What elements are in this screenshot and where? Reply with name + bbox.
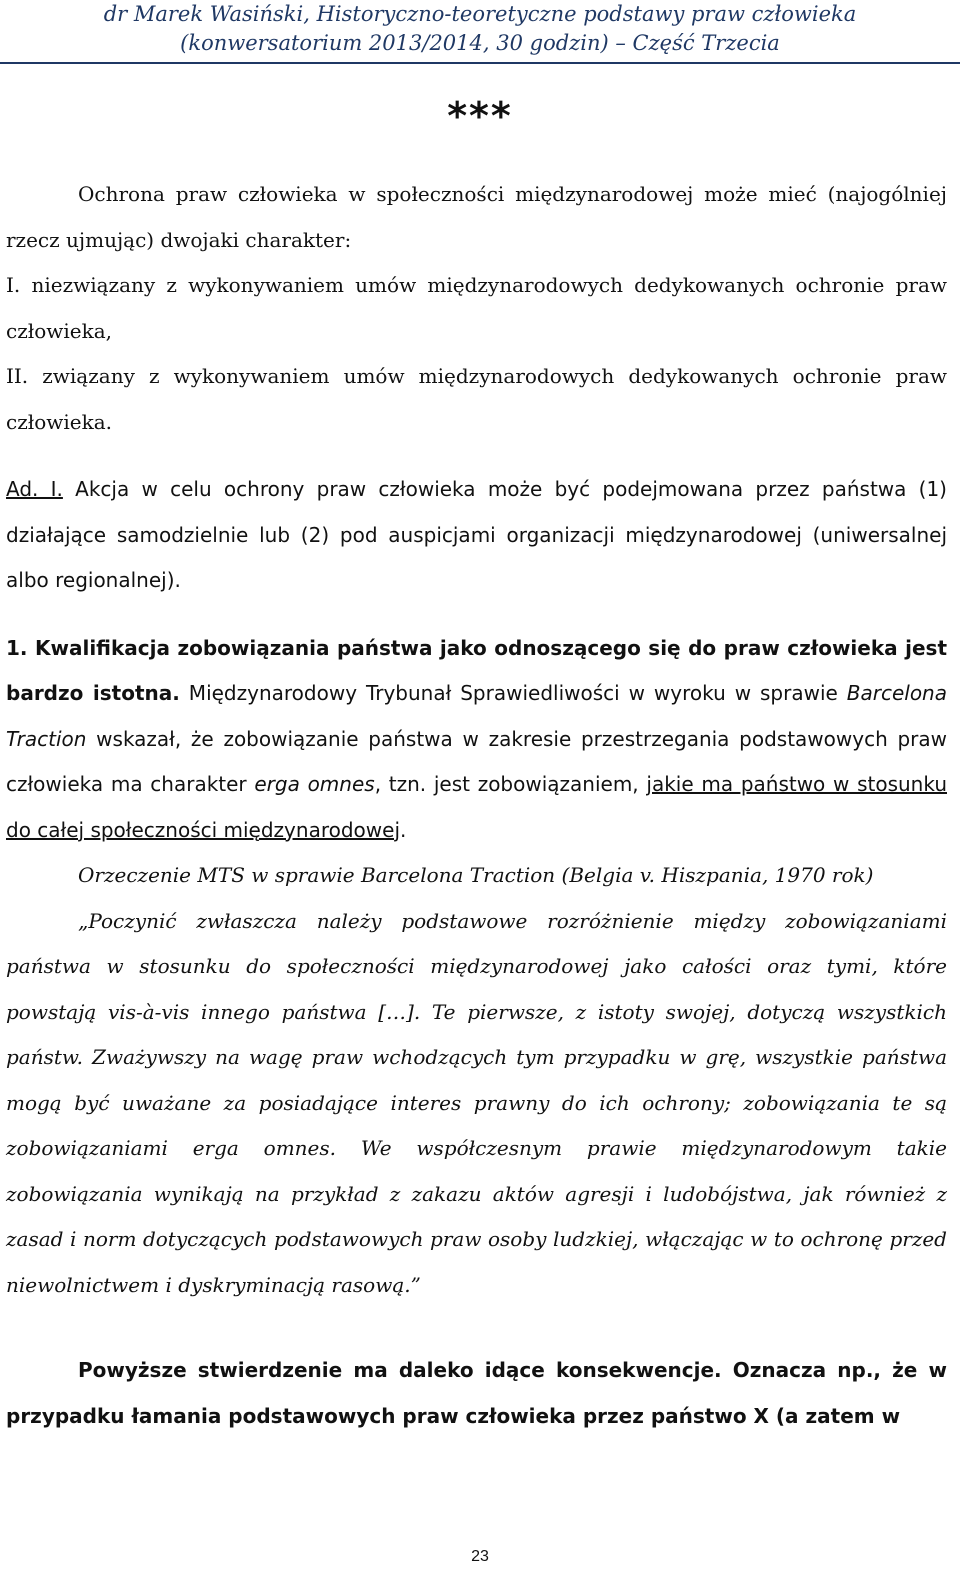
point1-underlined: jakie ma państwo w stosunku do całej społeczności międzynarodowej bbox=[6, 772, 947, 842]
document-body bbox=[6, 172, 947, 1439]
erga-omnes-term: erga omnes bbox=[254, 772, 375, 796]
point1-text-3: , tzn. jest zobowiązaniem, bbox=[374, 772, 647, 796]
ad1-paragraph bbox=[6, 467, 947, 604]
point1-text-4: . bbox=[400, 817, 407, 842]
intro-paragraph: Ochrona praw człowieka w społeczności międzynarodowej może mieć (najogólniej rzecz ujmując) dwojaki charakter: bbox=[6, 182, 947, 252]
intro-item-1: I. niezwiązany z wykonywaniem umów międzynarodowych dedykowanych ochronie praw człowieka, bbox=[6, 273, 947, 343]
header-line-1: dr Marek Wasiński, Historyczno-teoretyczne podstawy praw człowieka bbox=[103, 2, 857, 26]
section-separator: *** bbox=[447, 94, 513, 138]
page-header bbox=[0, 0, 960, 64]
point1-text-2: wskazał, że zobowiązanie państwa w zakresie przestrzegania podstawowych praw człowieka ma charakter bbox=[6, 726, 947, 796]
header-line-2: (konwersatorium 2013/2014, 30 godzin) – Część Trzecia bbox=[180, 31, 780, 55]
ad1-text: Akcja w celu ochrony praw człowieka może być podejmowana przez państwa (1) działające samodzielnie lub (2) pod auspicjami organizacji międzynarodowej (uniwersalnej albo regionalnej). bbox=[6, 477, 947, 592]
point1-bold: 1. Kwalifikacja zobowiązania państwa jako odnoszącego się do praw człowieka jest bardzo istotna. bbox=[6, 635, 947, 705]
ad1-label: Ad. I. bbox=[6, 477, 63, 501]
citation-quote: „Poczynić zwłaszcza należy podstawowe rozróżnienie między zobowiązaniami państwa w stosunku do społeczności międzynarodowej jako całości oraz tymi, które powstają vis-à-vis innego państwa […]. Te pierwsze, z istoty swojej, dotyczą wszystkich państw. Zważywszy na wagę praw wchodzących tym przypadku w grę, wszystkie państwa mogą być uważane za posiadające interes prawny do ich ochrony; zobowiązania te są zobowiązaniami erga omnes. We współczesnym prawie międzynarodowym takie zobowiązania wynikają na przykład z zakazu aktów agresji i ludobójstwa, jak również z zasad i norm dotyczących podstawowych praw osoby ludzkiej, włączając w to ochronę przed niewolnictwem i dyskryminacją rasową.” bbox=[6, 908, 947, 1297]
intro-item-2: II. związany z wykonywaniem umów międzynarodowych dedykowanych ochronie praw człowieka. bbox=[6, 364, 947, 434]
citation-title: Orzeczenie MTS w sprawie Barcelona Traction (Belgia v. Hiszpania, 1970 rok) bbox=[78, 863, 874, 887]
case-name: Barcelona Traction bbox=[6, 681, 947, 751]
page-number: 23 bbox=[471, 1548, 489, 1565]
point1-text-1: Międzynarodowy Trybunał Sprawiedliwości w wyroku w sprawie bbox=[179, 681, 847, 705]
conclusion-paragraph: Powyższe stwierdzenie ma daleko idące konsekwencje. Oznacza np., że w przypadku łamania podstawowych praw człowieka przez państwo X (a zatem w bbox=[6, 1358, 947, 1428]
point1-paragraph bbox=[6, 626, 947, 854]
